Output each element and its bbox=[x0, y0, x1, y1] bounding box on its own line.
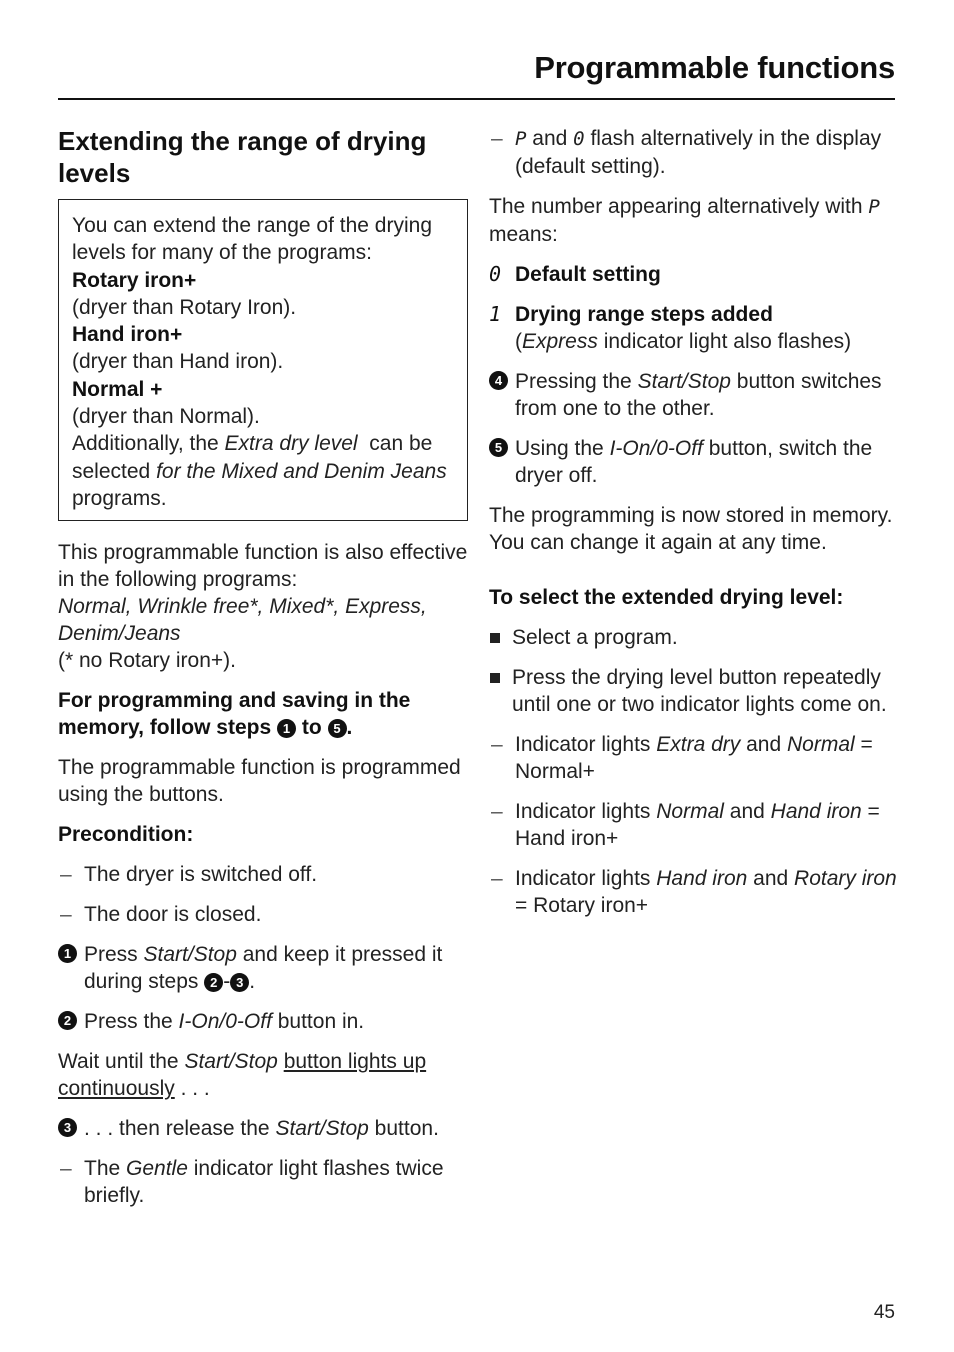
rotary-iron-desc: (dryer than Rotary Iron). bbox=[72, 295, 297, 319]
precondition-label: Precondition: bbox=[58, 823, 194, 847]
step-5-badge: 5 bbox=[328, 719, 347, 738]
indicator-normal-plus: – Indicator lights Extra dry and Normal = Normal+ bbox=[491, 733, 873, 783]
step-2: 2 Press the I-On/0-Off button in. bbox=[58, 1008, 468, 1035]
bullet-square-icon bbox=[490, 633, 500, 643]
indicator-rotary-iron-plus: – Indicator lights Hand iron and Rotary iron = Rotary iron+ bbox=[491, 867, 897, 917]
normal-desc: (dryer than Normal). bbox=[72, 405, 260, 429]
step-number-badge: 1 bbox=[58, 944, 77, 963]
follow-steps-heading: For programming and saving in the memory, follow steps 1 to 5 . bbox=[58, 689, 411, 740]
effective-programs: This programmable function is also effective in the following programs: Normal, Wrinkle free*, Mixed*, Express, Denim/Jeans (* no Rotary iron+). bbox=[58, 541, 468, 673]
section-title: Extending the range of drying levels bbox=[58, 126, 427, 188]
indicator-hand-iron-plus: – Indicator lights Normal and Hand iron = Hand iron+ bbox=[491, 800, 880, 850]
option-default: 0 Default setting bbox=[489, 262, 661, 286]
normal-label: Normal + bbox=[72, 377, 163, 401]
step-4: 4 Pressing the Start/Stop button switches from one to the other. bbox=[489, 368, 899, 422]
step-number-badge: 4 bbox=[489, 371, 508, 390]
info-box bbox=[58, 199, 468, 521]
page-title: Programmable functions bbox=[534, 50, 895, 85]
step-1-badge: 1 bbox=[277, 719, 296, 738]
bullet-square-icon bbox=[490, 673, 500, 683]
number-meaning: The number appearing alternatively with P means: bbox=[489, 195, 880, 246]
bullet-item: Select a program. bbox=[489, 624, 899, 651]
rotary-iron-label: Rotary iron+ bbox=[72, 268, 197, 292]
option-extended: 1 Drying range steps added (Express indicator light also flashes) bbox=[489, 302, 852, 353]
programmed-text: The programmable function is programmed using the buttons. bbox=[58, 756, 461, 807]
title-rule bbox=[58, 98, 895, 100]
step-number-badge: 3 bbox=[58, 1118, 77, 1137]
hand-iron-label: Hand iron+ bbox=[72, 323, 183, 347]
step-number-badge: 2 bbox=[58, 1011, 77, 1030]
step-number-badge: 5 bbox=[489, 438, 508, 457]
precondition-item: – The dryer is switched off. bbox=[60, 863, 318, 887]
flash-note: – P and 0 flash alternatively in the display (default setting). bbox=[491, 127, 882, 178]
gentle-flash-note: – The Gentle indicator light flashes twice briefly. bbox=[60, 1157, 444, 1208]
step-5: 5 Using the I-On/0-Off button, switch the dryer off. bbox=[489, 435, 899, 489]
select-heading: To select the extended drying level: bbox=[489, 586, 844, 609]
extra-dry-note: Additionally, the Extra dry level can be selected for the Mixed and Denim Jeans programs. bbox=[72, 432, 459, 510]
stored-text: The programming is now stored in memory. You can change it again at any time. bbox=[489, 504, 893, 554]
step-1: 1 Press Start/Stop and keep it pressed it during steps 2 - 3 . bbox=[58, 941, 468, 995]
step-3: 3 . . . then release the Start/Stop button. bbox=[58, 1115, 468, 1142]
hand-iron-desc: (dryer than Hand iron). bbox=[72, 350, 284, 374]
right-column bbox=[489, 125, 899, 932]
page-number: 45 bbox=[873, 1302, 895, 1323]
bullet-item: Press the drying level button repeatedly until one or two indicator lights come on. bbox=[489, 664, 899, 718]
left-column bbox=[58, 125, 468, 1222]
wait-text: Wait until the Start/Stop button lights up continuously . . . bbox=[58, 1050, 427, 1101]
box-intro: You can extend the range of the drying levels for many of the programs: bbox=[72, 214, 432, 265]
precondition-item: – The door is closed. bbox=[60, 903, 262, 927]
